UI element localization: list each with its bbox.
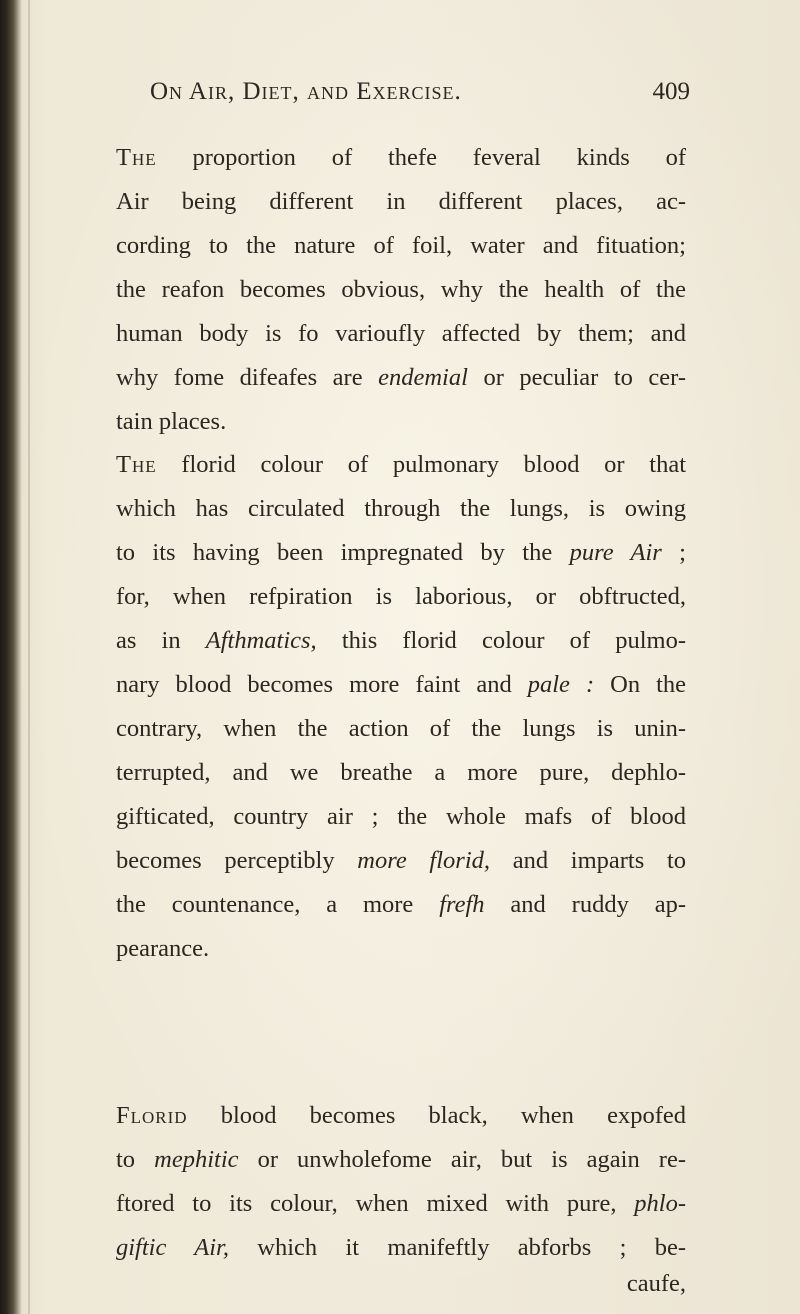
text-run: to its having been impregnated by the [116, 539, 570, 566]
text-run: or peculiar to cer- [467, 364, 686, 391]
small-caps-opening: The [116, 144, 157, 171]
text-line [116, 707, 686, 751]
text-line [116, 795, 686, 839]
italic-run: phlo- [634, 1190, 686, 1217]
small-caps-opening: The [116, 451, 157, 478]
paragraph-3 [116, 1094, 686, 1270]
italic-run: mephitic [154, 1146, 239, 1173]
text-line [116, 224, 686, 268]
paragraph-1 [116, 136, 686, 444]
text-line [116, 663, 686, 707]
text-line [116, 1094, 686, 1138]
text-run: florid colour of pulmonary blood or that [156, 451, 686, 478]
catchword: caufe, [626, 1270, 686, 1297]
text-run: the reafon becomes obvious, why the health of the [116, 276, 686, 303]
italic-run: Afthmatics, [205, 627, 317, 654]
text-line [116, 927, 686, 971]
text-line [116, 443, 686, 487]
text-run: human body is fo varioufly affected by them; and [116, 320, 686, 347]
italic-run: more florid, [357, 847, 491, 874]
text-run: and ruddy ap- [484, 891, 686, 918]
text-run: for, when refpiration is laborious, or obftructed, [116, 583, 686, 610]
text-run: nary blood becomes more faint and [116, 671, 528, 698]
text-run: the countenance, a more [116, 891, 440, 918]
text-line [116, 751, 686, 795]
text-run: as in [116, 627, 206, 654]
text-run: pearance. [116, 935, 210, 962]
text-line [116, 1226, 686, 1270]
text-run: On the [594, 671, 687, 698]
text-run: which it manifeftly abforbs ; be- [228, 1234, 686, 1261]
text-run: Air being different in different places, ac- [116, 188, 686, 215]
italic-run: frefh [439, 891, 485, 918]
gutter-shadow-line [28, 0, 30, 1314]
page-number: 409 [652, 78, 690, 105]
text-line [116, 356, 686, 400]
text-run: becomes perceptibly [116, 847, 358, 874]
text-run: which has circulated through the lungs, is owing [116, 495, 686, 522]
page-header [150, 78, 690, 106]
text-line [116, 487, 686, 531]
text-run: blood becomes black, when expofed [187, 1102, 686, 1129]
text-run: ; [661, 539, 686, 566]
text-run: proportion of thefe feveral kinds of [156, 144, 686, 171]
text-run: contrary, when the action of the lungs is unin- [116, 715, 686, 742]
text-run: why fome difeafes are [116, 364, 379, 391]
text-run: or unwholefome air, but is again re- [238, 1146, 686, 1173]
text-run: ftored to its colour, when mixed with pure, [116, 1190, 635, 1217]
text-line [116, 531, 686, 575]
text-run: tain places. [116, 408, 227, 435]
text-line [116, 575, 686, 619]
text-line [116, 619, 686, 663]
text-line [116, 136, 686, 180]
small-caps-opening: Florid [116, 1102, 188, 1129]
italic-run: giftic Air, [116, 1234, 229, 1261]
text-run: terrupted, and we breathe a more pure, dephlo- [116, 759, 686, 786]
text-line [116, 312, 686, 356]
text-run: gifticated, country air ; the whole mafs of blood [116, 803, 686, 830]
binding-gutter [0, 0, 22, 1314]
text-run: to [116, 1146, 155, 1173]
text-line [116, 268, 686, 312]
italic-run: endemial [378, 364, 468, 391]
text-run: cording to the nature of foil, water and fituation; [116, 232, 686, 259]
text-line [116, 1182, 686, 1226]
text-line [116, 1138, 686, 1182]
italic-run: pale : [527, 671, 595, 698]
italic-run: pure Air [569, 539, 662, 566]
text-line [116, 180, 686, 224]
running-title: On Air, Diet, and Exercise. [150, 78, 462, 105]
text-line [116, 839, 686, 883]
text-run: and imparts to [490, 847, 686, 874]
paragraph-2 [116, 443, 686, 971]
text-line [116, 400, 686, 444]
text-run: this florid colour of pulmo- [316, 627, 687, 654]
text-line [116, 883, 686, 927]
